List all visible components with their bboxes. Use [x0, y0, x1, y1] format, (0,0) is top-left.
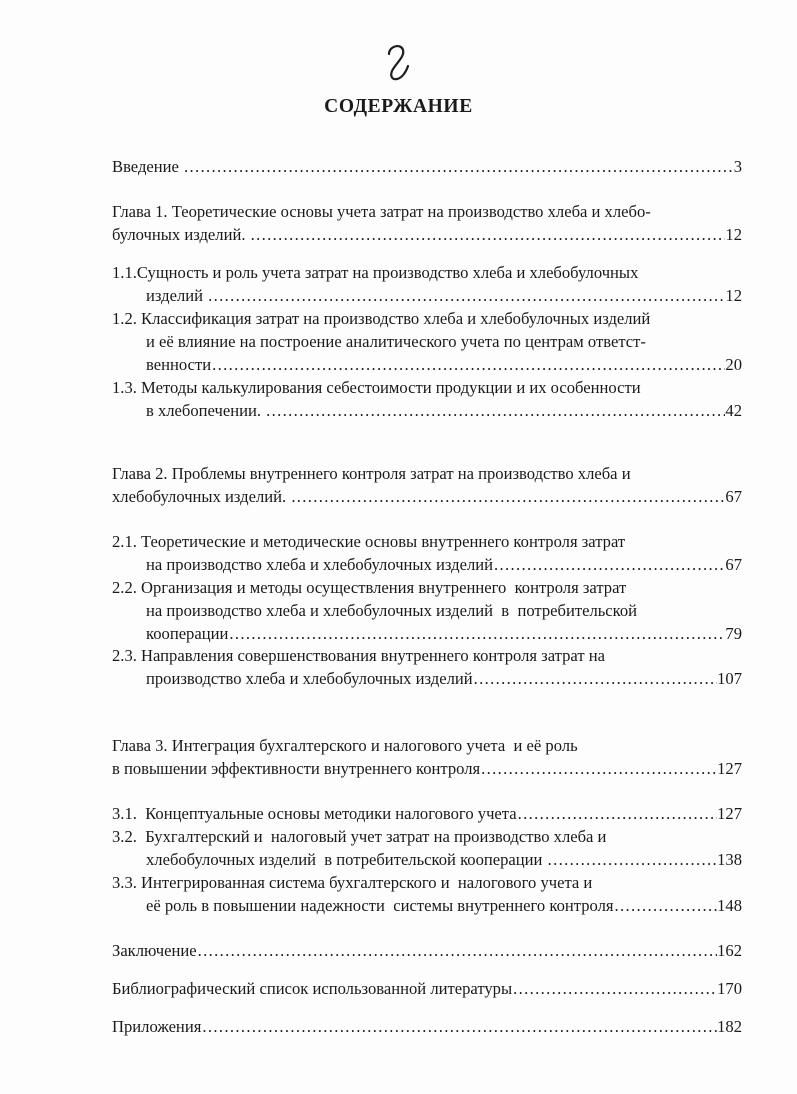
toc-leader-dots: [474, 668, 717, 691]
toc-entry-line: 3.2. Бухгалтерский и налоговый учет затрат на производство хлеба и: [112, 827, 607, 847]
toc-entry[interactable]: [112, 735, 742, 781]
toc-entry-line: 2.1. Теоретические и методические основы внутреннего контроля затрат: [112, 531, 626, 551]
toc-entry[interactable]: [112, 940, 742, 963]
toc-page-number: 3: [733, 157, 742, 176]
toc-spacer: [112, 918, 742, 940]
toc-entry[interactable]: [112, 377, 742, 423]
toc-entry-title: Заключение: [112, 941, 197, 961]
toc-entry-line: [112, 978, 742, 1001]
toc-entry-line: 1.1.Сущность и роль учета затрат на производство хлеба и хлебобулочных: [112, 262, 639, 282]
toc-entry[interactable]: [112, 262, 742, 308]
toc-page-number: 182: [717, 1017, 742, 1037]
toc-entry-line: и её влияние на построение аналитического учета по центрам ответст-: [146, 331, 646, 351]
toc-entry-line: [112, 354, 742, 377]
toc-leader-dots: [208, 285, 725, 308]
toc-entry-line: Глава 3. Интеграция бухгалтерского и налогового учета и её роль: [112, 736, 578, 756]
toc-spacer: [112, 509, 742, 531]
toc-entry-title: производство хлеба и хлебобулочных изделий: [146, 669, 473, 689]
handwritten-digit-icon: [379, 38, 419, 86]
toc-entry-title: в хлебопечении.: [146, 400, 266, 420]
toc-leader-dots: [251, 224, 725, 247]
toc-page-number: 170: [717, 979, 742, 999]
toc-entry[interactable]: [112, 577, 742, 646]
toc-entry-title: изделий: [146, 285, 208, 305]
toc-spacer: [112, 963, 742, 978]
toc-entry[interactable]: [112, 463, 742, 509]
toc-entry-line: 2.3. Направления совершенствования внутреннего контроля затрат на: [112, 646, 605, 666]
toc-leader-dots: [548, 849, 717, 872]
toc-page-number: 107: [717, 669, 742, 689]
toc-entry-line: [112, 895, 742, 918]
toc-page-number: 20: [725, 354, 742, 374]
toc-entry-title: на производство хлеба и хлебобулочных изделий: [146, 554, 494, 574]
toc-entry-line: 1.2. Классификация затрат на производство хлеба и хлебобулочных изделий: [112, 308, 651, 328]
toc-page-number: 79: [725, 623, 742, 643]
toc-entry-line: Глава 2. Проблемы внутреннего контроля затрат на производство хлеба и: [112, 463, 631, 483]
toc-entry-line: [112, 224, 742, 247]
toc-leader-dots: [202, 1016, 716, 1039]
toc-entry[interactable]: [112, 201, 742, 247]
page-title: СОДЕРЖАНИЕ: [324, 96, 473, 117]
toc-entry[interactable]: [112, 826, 742, 872]
toc-leader-dots: [266, 400, 725, 423]
toc-page-number: 12: [725, 285, 742, 305]
toc-entry-line: [112, 623, 742, 646]
toc-entry-title: булочных изделий.: [112, 224, 250, 244]
toc-entry[interactable]: [112, 978, 742, 1001]
toc-leader-dots: [291, 486, 725, 509]
toc-page-number: 148: [717, 896, 742, 916]
toc-entry[interactable]: [112, 156, 742, 179]
toc-spacer: [112, 247, 742, 262]
toc-page-number: 12: [725, 224, 742, 244]
toc-page-number: 127: [717, 804, 742, 824]
toc-entry[interactable]: [112, 308, 742, 377]
toc-entry-line: [112, 554, 742, 577]
toc-entry-title: венности: [146, 354, 212, 374]
toc-entry-title: Библиографический список использованной литературы: [112, 979, 513, 999]
toc-spacer: [112, 1001, 742, 1016]
toc-page-number: 162: [717, 941, 742, 961]
toc-entry-title: хлебобулочных изделий.: [112, 486, 291, 506]
table-of-contents: [112, 156, 742, 1039]
toc-leader-dots: [513, 978, 716, 1001]
toc-page-number: 138: [717, 850, 742, 870]
toc-entry-title: в повышении эффективности внутреннего контроля: [112, 759, 481, 779]
toc-leader-dots: [229, 623, 725, 646]
toc-entry-line: [112, 940, 742, 963]
toc-entry-line: [112, 400, 742, 423]
toc-entry[interactable]: [112, 872, 742, 918]
toc-page-number: 67: [725, 486, 742, 506]
toc-leader-dots: [198, 940, 717, 963]
toc-entry-line: [112, 156, 742, 179]
toc-page-number: 127: [717, 759, 742, 779]
toc-entry-line: Глава 1. Теоретические основы учета затрат на производство хлеба и хлебо-: [112, 201, 651, 221]
toc-entry-line: [112, 849, 742, 872]
toc-leader-dots: [212, 354, 725, 377]
toc-entry-line: [112, 758, 742, 781]
toc-entry-line: [112, 1016, 742, 1039]
handwritten-folio-number: [0, 38, 797, 92]
toc-leader-dots: [494, 554, 725, 577]
toc-entry-title: Введение: [112, 157, 184, 176]
toc-spacer: [112, 423, 742, 463]
toc-spacer: [112, 691, 742, 735]
toc-spacer: [112, 781, 742, 803]
toc-entry[interactable]: [112, 803, 742, 826]
toc-entry-line: [112, 486, 742, 509]
toc-spacer: [112, 179, 742, 201]
toc-entry[interactable]: [112, 531, 742, 577]
toc-entry-line: на производство хлеба и хлебобулочных изделий в потребительской: [146, 600, 638, 620]
toc-entry-title: кооперации: [146, 623, 229, 643]
toc-entry-title: хлебобулочных изделий в потребительской кооперации: [146, 850, 547, 870]
toc-entry-line: 1.3. Методы калькулирования себестоимости продукции и их особенности: [112, 377, 641, 397]
toc-entry-line: [112, 285, 742, 308]
toc-leader-dots: [615, 895, 717, 918]
toc-page-number: 42: [725, 400, 742, 420]
toc-entry-line: 3.3. Интегрированная система бухгалтерского и налогового учета и: [112, 873, 593, 893]
toc-entry-title: 3.1. Концептуальные основы методики налогового учета: [112, 804, 517, 824]
toc-entry-title: её роль в повышении надежности системы внутреннего контроля: [146, 896, 614, 916]
toc-page-number: 67: [725, 554, 742, 574]
toc-leader-dots: [184, 156, 733, 179]
toc-leader-dots: [518, 803, 717, 826]
toc-entry-line: [112, 803, 742, 826]
toc-entry-line: 2.2. Организация и методы осуществления внутреннего контроля затрат: [112, 577, 627, 597]
toc-entry-line: [112, 668, 742, 691]
toc-entry-title: Приложения: [112, 1017, 202, 1037]
toc-entry[interactable]: [112, 645, 742, 691]
toc-entry[interactable]: [112, 1016, 742, 1039]
toc-leader-dots: [481, 758, 716, 781]
